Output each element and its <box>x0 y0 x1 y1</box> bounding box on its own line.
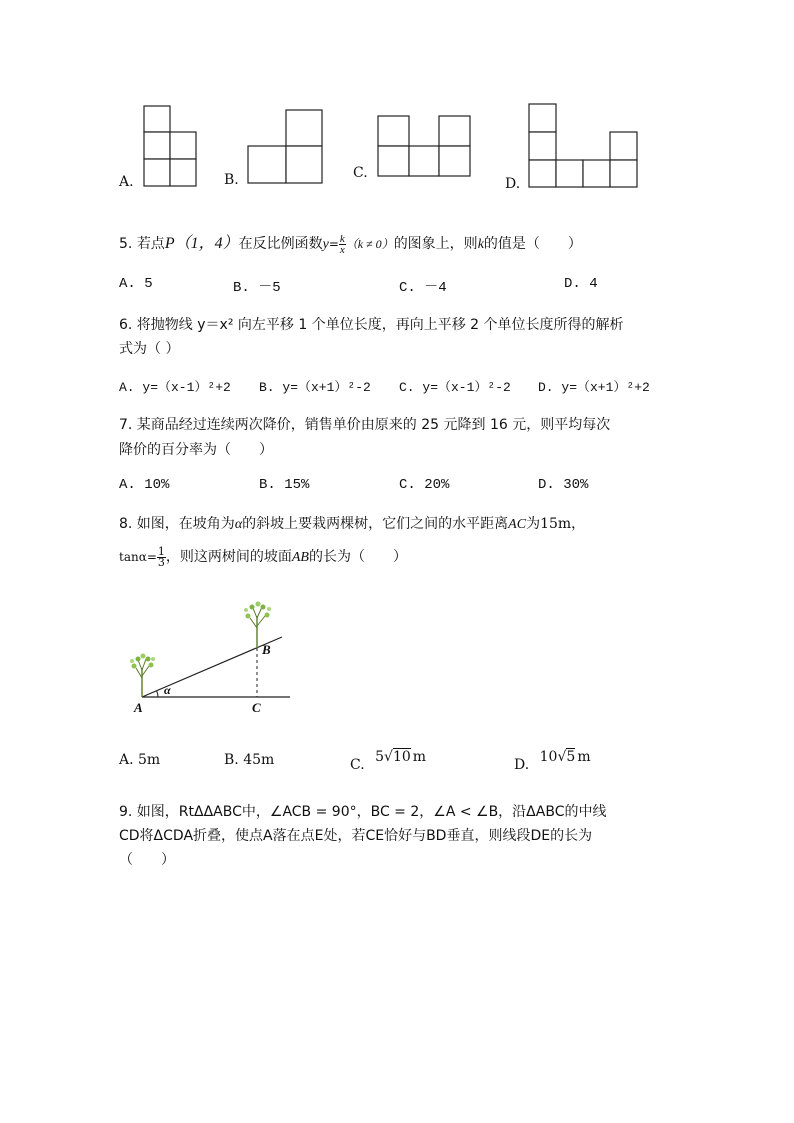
q4-option-a-figure <box>144 106 199 188</box>
q8-ac: AC <box>508 517 527 532</box>
q4-option-c-figure <box>378 116 472 178</box>
q4-option-d-label[interactable]: D. <box>505 176 521 192</box>
q5-point: P（1，4） <box>164 235 239 252</box>
q8-text-post2: 的长为（ ） <box>308 549 407 565</box>
q6-option-c[interactable]: C. y=（x-1）²-2 <box>399 380 511 395</box>
q5-text-mid: 在反比例函数 <box>238 236 323 252</box>
q4-option-d-figure <box>529 104 639 190</box>
q8-distance: 15m， <box>540 516 586 532</box>
q7-option-b[interactable]: B. 15% <box>259 477 310 493</box>
q8-option-c-value <box>375 749 426 765</box>
q8-slope-figure <box>128 598 298 716</box>
q8-tan-den: 3 <box>157 555 165 569</box>
q5-option-d[interactable]: D. 4 <box>564 276 598 292</box>
q4-option-b-label[interactable]: B. <box>224 172 239 188</box>
q8-tan-fraction <box>157 544 166 569</box>
q9-stem-line2: CD将ΔCDA折叠，使点A落在点E处，若CE恰好与BD垂直，则线段DE的长为 <box>119 828 593 844</box>
q5-func-eq: = <box>328 237 339 251</box>
sqrt-icon: √ <box>384 749 393 765</box>
q8-stem-line2 <box>119 546 407 568</box>
q5-func-num: k <box>339 232 345 245</box>
q5-text-post2: 的值是（ ） <box>483 236 582 252</box>
q8-tan-label: tanα <box>119 550 147 564</box>
q8-ab: AB <box>291 550 309 565</box>
q8-figure-label-a: A <box>134 700 143 715</box>
q6-stem-line1: 6. 将抛物线 y＝x² 向左平移 1 个单位长度，再向上平移 2 个单位长度所得的解析 <box>119 317 624 333</box>
q6-option-b[interactable]: B. y=（x+1）²-2 <box>259 380 371 395</box>
q4-option-c-label[interactable]: C. <box>353 165 368 181</box>
q6-stem-line2: 式为（ ） <box>119 341 180 357</box>
q8-option-d-coef: 10 <box>539 749 558 765</box>
q5-func-y: y <box>322 237 329 252</box>
q5-option-b[interactable]: B. －5 <box>233 280 281 296</box>
q7-stem-line1: 7. 某商品经过连续两次降价，销售单价由原来的 25 元降到 16 元，则平均每次 <box>119 417 611 433</box>
q7-stem-line2: 降价的百分率为（ ） <box>119 442 273 458</box>
q8-tan-eq: = <box>146 550 157 564</box>
q8-option-c-coef: 5 <box>375 749 385 765</box>
q8-option-c[interactable] <box>350 749 427 773</box>
q7-option-a[interactable]: A. 10% <box>119 477 170 493</box>
q8-option-a[interactable]: A. 5m <box>119 752 161 768</box>
q8-figure-label-c: C <box>252 700 261 715</box>
q5-var-k: k <box>477 237 484 252</box>
q5-option-a[interactable]: A. 5 <box>119 276 153 292</box>
q8-text-mid: 的斜坡上要栽两棵树，它们之间的水平距离 <box>242 516 509 532</box>
q8-option-c-radicand: 10 <box>392 749 411 765</box>
q8-option-c-unit: m <box>412 749 427 765</box>
q8-option-d-unit: m <box>577 749 591 765</box>
q7-option-d[interactable]: D. 30% <box>538 477 589 493</box>
q8-tan-num: 1 <box>157 544 165 558</box>
q5-func-cond: （k ≠ 0） <box>345 237 394 251</box>
q5-text-post: 的图象上，则 <box>393 236 478 252</box>
q8-stem-line1 <box>119 513 585 533</box>
q8-option-d-value <box>540 749 591 765</box>
q5-option-c[interactable]: C. －4 <box>399 280 447 296</box>
tree-a-icon <box>130 654 155 698</box>
q8-alpha: α <box>234 517 243 532</box>
q5-text-pre: 若点 <box>136 236 165 252</box>
q8-text-pre: 8. 如图，在坡角为 <box>119 516 235 532</box>
q5-number: 5. <box>119 236 133 252</box>
q6-option-a[interactable]: A. y=（x-1）²+2 <box>119 380 231 395</box>
sqrt-icon: √ <box>557 749 567 765</box>
q4-option-a-label[interactable]: A. <box>119 174 134 190</box>
q7-option-c[interactable]: C. 20% <box>399 477 450 493</box>
q5-func-den: x <box>339 243 345 256</box>
q8-text-mid2: ，则这两树间的坡面 <box>165 549 292 565</box>
q5-func-fraction <box>339 234 346 255</box>
q4-option-b-figure <box>248 110 324 186</box>
q8-option-b[interactable]: B. 45m <box>224 752 275 768</box>
q8-option-d-label: D. <box>514 757 530 773</box>
q9-stem-line3: （ ） <box>119 852 175 868</box>
q8-figure-label-alpha: α <box>164 683 171 697</box>
q8-option-d[interactable] <box>514 749 591 773</box>
q8-text-post: 为 <box>526 516 541 532</box>
q9-stem-line1: 9. 如图，RtΔΔABC中，∠ACB = 90°，BC = 2，∠A < ∠B，沿ΔABC的中线 <box>119 804 607 820</box>
q5-stem <box>119 230 582 255</box>
q6-option-d[interactable]: D. y=（x+1）²+2 <box>538 380 650 395</box>
q8-option-d-radicand: 5 <box>566 749 576 765</box>
q8-figure-label-b: B <box>262 642 271 657</box>
q8-option-c-label: C. <box>350 757 365 773</box>
